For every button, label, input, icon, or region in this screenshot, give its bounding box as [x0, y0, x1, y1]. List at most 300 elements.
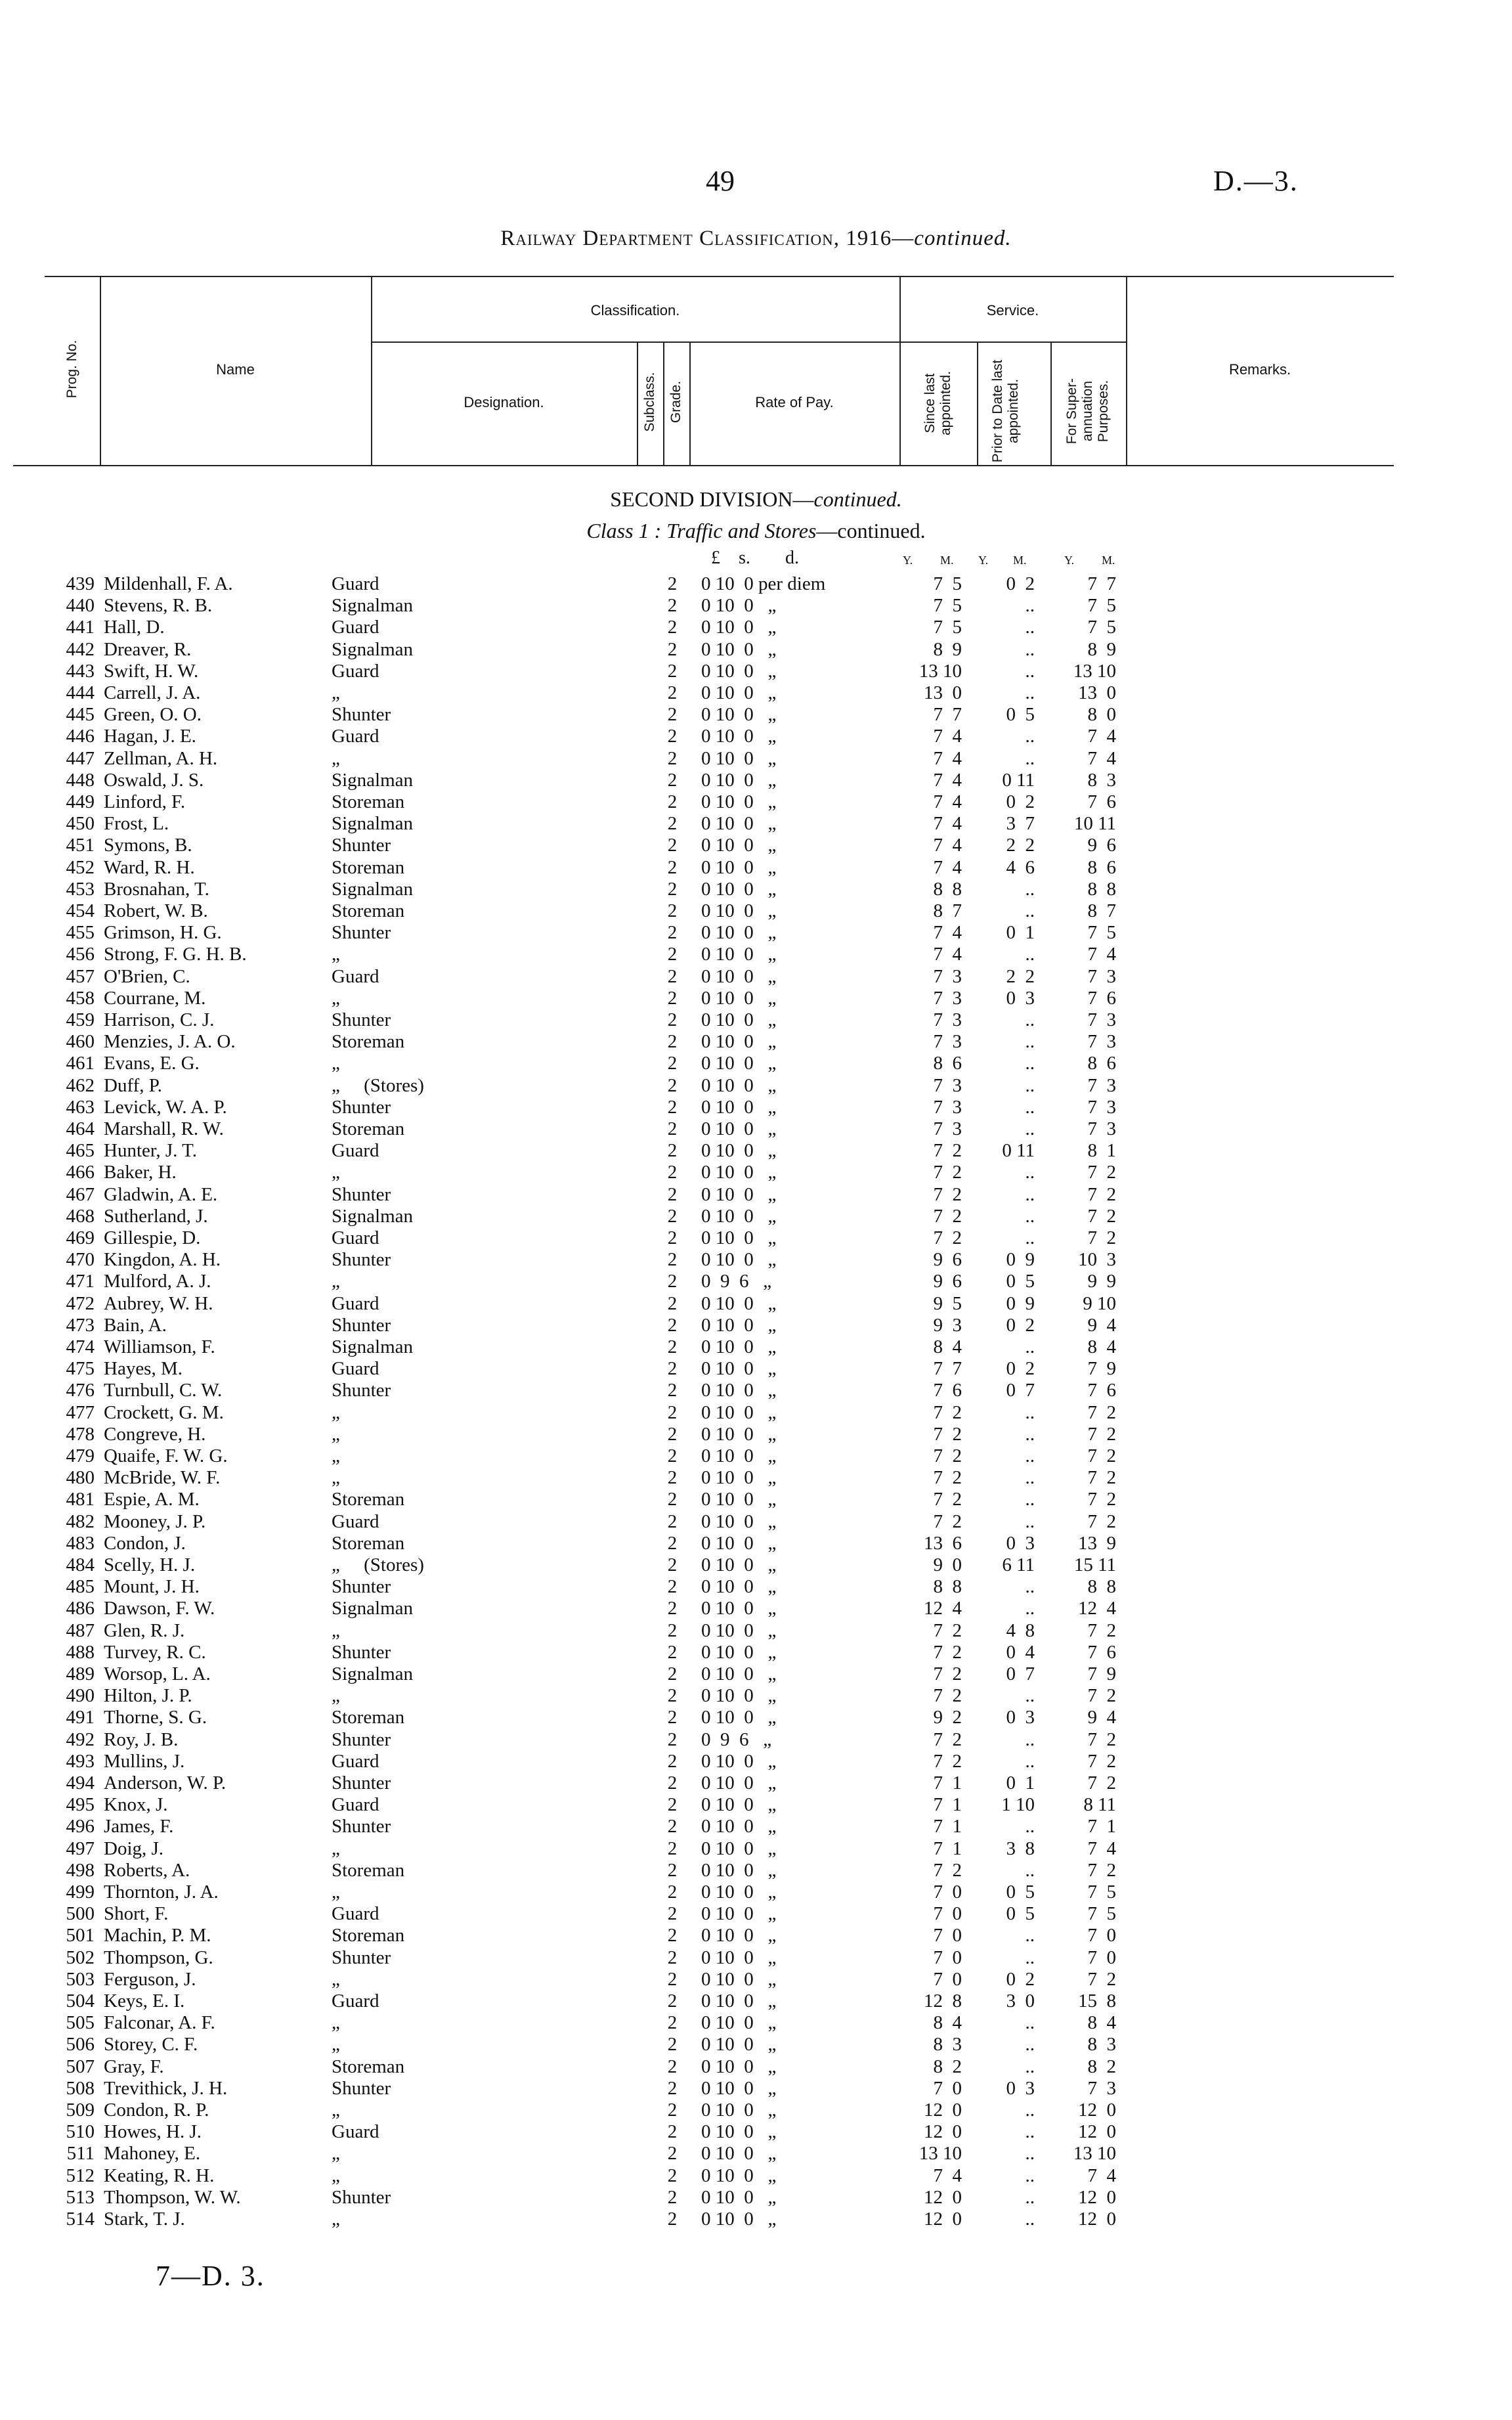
cell-prior: .. [1025, 617, 1035, 638]
cell-desig: Guard [332, 2121, 379, 2143]
cell-desig: „ [332, 2143, 340, 2165]
class-name: Traffic and Stores [666, 519, 817, 542]
cell-name: Symons, B. [104, 835, 192, 856]
cell-prior: .. [1025, 1467, 1035, 1489]
cell-name: Knox, J. [104, 1794, 168, 1816]
cell-pay: 0 10 0 „ [701, 1445, 777, 1466]
cell-super: 7 5 [1087, 617, 1116, 638]
cell-sub: 2 [667, 791, 678, 812]
cell-super: 7 4 [1087, 2165, 1116, 2186]
class-suffix: —continued. [816, 519, 926, 542]
cell-no: 457 [66, 965, 95, 987]
cell-sub: 2 [667, 2012, 678, 2034]
cell-super: 7 2 [1087, 1183, 1116, 1205]
cell-name: James, F. [104, 1816, 174, 1837]
cell-pay: 0 10 0 „ [701, 856, 777, 878]
cell-desig: Signalman [332, 1336, 414, 1357]
cell-since: 12 0 [924, 2121, 962, 2143]
class-label: Class 1 : [586, 519, 662, 542]
table-row [0, 2100, 1512, 2121]
cell-name: Mount, J. H. [104, 1576, 200, 1598]
table-row [0, 748, 1512, 770]
cell-since: 7 4 [933, 922, 962, 944]
cell-sub: 2 [667, 1685, 678, 1707]
cell-desig: Guard [332, 1991, 379, 2012]
cell-desig: „ [332, 1162, 340, 1183]
cell-sub: 2 [667, 1947, 678, 1968]
cell-desig: Storeman [332, 791, 405, 812]
cell-pay: 0 10 0 „ [701, 2077, 777, 2099]
cell-super: 7 2 [1087, 1423, 1116, 1445]
cell-prior: .. [1025, 2143, 1035, 2165]
cell-name: Short, F. [104, 1903, 169, 1925]
cell-desig: Shunter [332, 704, 391, 726]
cell-desig: „ [332, 1423, 340, 1445]
cell-super: 12 0 [1078, 2209, 1116, 2230]
cell-since: 9 6 [933, 1271, 962, 1292]
cell-sub: 2 [667, 682, 678, 703]
cell-desig: „ [332, 1271, 340, 1292]
cell-desig: „ [332, 2012, 340, 2034]
cell-prior: .. [1025, 1031, 1035, 1053]
cell-pay: 0 10 0 „ [701, 987, 777, 1009]
cell-prior: .. [1025, 1183, 1035, 1205]
cell-no: 487 [66, 1619, 95, 1641]
table-row [0, 1729, 1512, 1751]
cell-since: 12 0 [924, 2100, 962, 2121]
unit-pence: d. [785, 548, 799, 568]
cell-desig: „ [332, 1685, 340, 1707]
cell-prior: .. [1025, 1947, 1035, 1968]
cell-sub: 2 [667, 878, 678, 900]
cell-super: 8 11 [1083, 1794, 1116, 1816]
cell-pay: 0 10 0 „ [701, 2100, 777, 2121]
cell-no: 484 [66, 1554, 95, 1575]
table-row [0, 1511, 1512, 1533]
cell-since: 7 2 [933, 1205, 962, 1227]
cell-prior: .. [1025, 1816, 1035, 1837]
cell-desig: „ (Stores) [332, 1554, 424, 1575]
cell-desig: Storeman [332, 900, 405, 921]
cell-since: 7 1 [933, 1837, 962, 1859]
cell-pay: 0 10 0 „ [701, 2056, 777, 2077]
cell-super: 7 3 [1087, 1009, 1116, 1030]
cell-prior: 0 1 [1006, 922, 1035, 944]
cell-super: 7 1 [1087, 1816, 1116, 1837]
cell-super: 8 4 [1087, 2012, 1116, 2034]
table-row [0, 1227, 1512, 1249]
table-row [0, 661, 1512, 682]
cell-prior: .. [1025, 682, 1035, 703]
cell-super: 7 2 [1087, 1772, 1116, 1793]
col-classification: Classification. [590, 302, 680, 319]
cell-name: McBride, W. F. [104, 1467, 221, 1489]
cell-prior: 1 10 [1001, 1794, 1035, 1816]
cell-super: 7 6 [1087, 987, 1116, 1009]
cell-prior: .. [1025, 2165, 1035, 2186]
cell-prior: .. [1025, 2034, 1035, 2056]
table-row [0, 1380, 1512, 1401]
cell-no: 441 [66, 617, 95, 638]
cell-pay: 0 10 0 „ [701, 1816, 777, 1837]
cell-super: 12 0 [1078, 2121, 1116, 2143]
cell-name: O'Brien, C. [104, 965, 190, 987]
table-row [0, 791, 1512, 813]
cell-since: 8 8 [933, 1576, 962, 1598]
cell-pay: 0 10 0 „ [701, 1096, 777, 1118]
cell-prior: .. [1025, 1728, 1035, 1750]
cell-super: 7 0 [1087, 1947, 1116, 1968]
cell-sub: 2 [667, 922, 678, 944]
col-divider [977, 341, 978, 465]
cell-no: 507 [66, 2056, 95, 2077]
section-heading-text: SECOND DIVISION— [610, 487, 814, 511]
cell-super: 7 5 [1087, 1903, 1116, 1925]
cell-pay: 0 10 0 „ [701, 2143, 777, 2165]
cell-sub: 2 [667, 1881, 678, 1903]
cell-desig: Shunter [332, 2186, 391, 2208]
cell-desig: Shunter [332, 1096, 391, 1118]
cell-no: 480 [66, 1467, 95, 1489]
cell-pay: 0 10 0 „ [701, 878, 777, 900]
table-row [0, 1881, 1512, 1903]
cell-pay: 0 10 0 „ [701, 1489, 777, 1510]
cell-sub: 2 [667, 2186, 678, 2208]
table-row [0, 1009, 1512, 1031]
cell-name: Espie, A. M. [104, 1489, 200, 1510]
cell-name: Dawson, F. W. [104, 1598, 215, 1619]
cell-no: 470 [66, 1249, 95, 1271]
cell-pay: 0 10 0 „ [701, 1619, 777, 1641]
cell-no: 459 [66, 1009, 95, 1030]
cell-sub: 2 [667, 1467, 678, 1489]
cell-sub: 2 [667, 1968, 678, 1990]
cell-prior: .. [1025, 1227, 1035, 1248]
cell-sub: 2 [667, 595, 678, 617]
cell-since: 7 7 [933, 1358, 962, 1380]
cell-super: 7 3 [1087, 1031, 1116, 1053]
cell-name: Duff, P. [104, 1074, 162, 1096]
cell-name: Hunter, J. T. [104, 1140, 197, 1162]
cell-desig: Shunter [332, 1314, 391, 1336]
cell-name: Gladwin, A. E. [104, 1183, 218, 1205]
cell-no: 454 [66, 900, 95, 921]
cell-since: 12 8 [924, 1991, 962, 2012]
cell-prior: 0 5 [1006, 1903, 1035, 1925]
cell-super: 7 9 [1087, 1663, 1116, 1684]
cell-pay: 0 10 0 „ [701, 1576, 777, 1598]
cell-desig: Storeman [332, 2056, 405, 2077]
cell-sub: 2 [667, 638, 678, 660]
cell-desig: „ [332, 2034, 340, 2056]
cell-no: 448 [66, 769, 95, 791]
table-row [0, 1184, 1512, 1206]
table-row [0, 1293, 1512, 1315]
cell-since: 7 2 [933, 1619, 962, 1641]
cell-sub: 2 [667, 856, 678, 878]
cell-super: 7 2 [1087, 1205, 1116, 1227]
cell-prior: .. [1025, 1118, 1035, 1139]
cell-sub: 2 [667, 726, 678, 747]
cell-desig: Shunter [332, 2077, 391, 2099]
cell-desig: Shunter [332, 835, 391, 856]
cell-pay: 0 10 0 „ [701, 1009, 777, 1030]
cell-super: 7 2 [1087, 1728, 1116, 1750]
cell-pay: 0 10 0 „ [701, 617, 777, 638]
table-row [0, 1424, 1512, 1445]
cell-super: 8 9 [1087, 638, 1116, 660]
table-row [0, 1663, 1512, 1685]
cell-super: 7 4 [1087, 944, 1116, 965]
cell-desig: „ (Stores) [332, 1074, 424, 1096]
cell-desig: Signalman [332, 769, 414, 791]
cell-since: 7 5 [933, 595, 962, 617]
table-row [0, 2034, 1512, 2056]
cell-prior: 4 6 [1006, 856, 1035, 878]
cell-super: 9 6 [1087, 835, 1116, 856]
cell-sub: 2 [667, 944, 678, 965]
cell-since: 7 3 [933, 987, 962, 1009]
cell-pay: 0 10 0 „ [701, 1991, 777, 2012]
cell-name: Thorne, S. G. [104, 1707, 207, 1728]
cell-desig: Guard [332, 573, 379, 594]
cell-since: 7 3 [933, 965, 962, 987]
cell-pay: 0 9 6 „ [701, 1271, 772, 1292]
cell-prior: .. [1025, 747, 1035, 769]
cell-prior: 0 3 [1006, 1707, 1035, 1728]
cell-super: 7 6 [1087, 1641, 1116, 1663]
table-row [0, 1162, 1512, 1183]
cell-pay: 0 10 0 „ [701, 1162, 777, 1183]
cell-since: 7 0 [933, 2077, 962, 2099]
cell-sub: 2 [667, 987, 678, 1009]
cell-name: Aubrey, W. H. [104, 1292, 213, 1314]
cell-name: Turvey, R. C. [104, 1641, 206, 1663]
cell-sub: 2 [667, 1358, 678, 1380]
cell-no: 443 [66, 660, 95, 682]
cell-no: 506 [66, 2034, 95, 2056]
cell-desig: Storeman [332, 1859, 405, 1881]
cell-no: 456 [66, 944, 95, 965]
document-code: D.—3. [1213, 165, 1299, 197]
cell-name: Harrison, C. J. [104, 1009, 215, 1030]
cell-since: 12 4 [924, 1598, 962, 1619]
cell-sub: 2 [667, 900, 678, 921]
cell-desig: Storeman [332, 1707, 405, 1728]
cell-prior: .. [1025, 1205, 1035, 1227]
cell-sub: 2 [667, 1271, 678, 1292]
cell-super: 8 3 [1087, 769, 1116, 791]
cell-no: 464 [66, 1118, 95, 1139]
table-row [0, 1097, 1512, 1118]
table-row [0, 1489, 1512, 1510]
cell-sub: 2 [667, 1859, 678, 1881]
cell-no: 474 [66, 1336, 95, 1357]
cell-since: 12 0 [924, 2186, 962, 2208]
cell-prior: 0 2 [1006, 791, 1035, 812]
cell-name: Storey, C. F. [104, 2034, 198, 2056]
cell-name: Condon, J. [104, 1532, 186, 1554]
cell-since: 8 3 [933, 2034, 962, 2056]
cell-name: Keys, E. I. [104, 1991, 185, 2012]
table-row [0, 1598, 1512, 1619]
table-row [0, 1140, 1512, 1162]
cell-super: 7 3 [1087, 2077, 1116, 2099]
cell-prior: 0 2 [1006, 573, 1035, 594]
cell-no: 489 [66, 1663, 95, 1684]
cell-since: 7 2 [933, 1423, 962, 1445]
cell-no: 466 [66, 1162, 95, 1183]
cell-pay: 0 10 0 „ [701, 1903, 777, 1925]
cell-no: 494 [66, 1772, 95, 1793]
cell-desig: „ [332, 987, 340, 1009]
cell-pay: 0 10 0 „ [701, 1467, 777, 1489]
cell-name: Worsop, L. A. [104, 1663, 211, 1684]
table-row [0, 1336, 1512, 1358]
cell-no: 502 [66, 1947, 95, 1968]
cell-since: 8 4 [933, 1336, 962, 1357]
cell-super: 8 6 [1087, 856, 1116, 878]
cell-since: 7 2 [933, 1685, 962, 1707]
cell-desig: Guard [332, 1227, 379, 1248]
table-row [0, 1903, 1512, 1925]
title-main: Railway Department Classification, 1916— [500, 227, 915, 250]
cell-since: 7 4 [933, 944, 962, 965]
cell-desig: Storeman [332, 1489, 405, 1510]
cell-prior: .. [1025, 2056, 1035, 2077]
cell-pay: 0 10 0 „ [701, 813, 777, 835]
cell-name: Mooney, J. P. [104, 1510, 206, 1532]
cell-since: 7 1 [933, 1772, 962, 1793]
cell-super: 7 6 [1087, 791, 1116, 812]
cell-prior: 0 9 [1006, 1292, 1035, 1314]
cell-sub: 2 [667, 813, 678, 835]
cell-super: 9 10 [1083, 1292, 1116, 1314]
cell-since: 7 0 [933, 1968, 962, 1990]
table-row [0, 1620, 1512, 1642]
cell-no: 444 [66, 682, 95, 703]
cell-desig: Guard [332, 617, 379, 638]
cell-no: 442 [66, 638, 95, 660]
cell-prior: .. [1025, 2100, 1035, 2121]
cell-desig: Shunter [332, 1947, 391, 1968]
cell-pay: 0 10 0 „ [701, 1532, 777, 1554]
cell-no: 488 [66, 1641, 95, 1663]
table-row [0, 1031, 1512, 1053]
cell-desig: Shunter [332, 922, 391, 944]
table-row [0, 573, 1512, 595]
cell-no: 497 [66, 1837, 95, 1859]
cell-name: Scelly, H. J. [104, 1554, 196, 1575]
cell-since: 7 1 [933, 1816, 962, 1837]
cell-pay: 0 10 0 „ [701, 2012, 777, 2034]
cell-sub: 2 [667, 1903, 678, 1925]
cell-desig: „ [332, 2209, 340, 2230]
cell-no: 462 [66, 1074, 95, 1096]
cell-prior: .. [1025, 2121, 1035, 2143]
cell-name: Levick, W. A. P. [104, 1096, 227, 1118]
cell-prior: 0 2 [1006, 1314, 1035, 1336]
cell-name: Evans, E. G. [104, 1053, 200, 1074]
cell-pay: 0 10 0 „ [701, 1249, 777, 1271]
cell-pay: 0 10 0 „ [701, 595, 777, 617]
cell-desig: Shunter [332, 1728, 391, 1750]
cell-name: Ward, R. H. [104, 856, 195, 878]
table-row [0, 1576, 1512, 1598]
unit-shillings: s. [739, 548, 750, 568]
cell-name: Stevens, R. B. [104, 595, 213, 617]
cell-sub: 2 [667, 1380, 678, 1401]
cell-pay: 0 10 0 „ [701, 1750, 777, 1772]
cell-since: 7 2 [933, 1641, 962, 1663]
cell-name: Hagan, J. E. [104, 726, 196, 747]
col-designation: Designation. [464, 394, 544, 410]
cell-sub: 2 [667, 1641, 678, 1663]
cell-pay: 0 10 0 „ [701, 1685, 777, 1707]
cell-no: 514 [66, 2209, 95, 2230]
cell-pay: 0 10 0 „ [701, 660, 777, 682]
cell-pay: 0 10 0 „ [701, 747, 777, 769]
cell-sub: 2 [667, 2143, 678, 2165]
cell-super: 7 2 [1087, 1227, 1116, 1248]
table-row [0, 2143, 1512, 2165]
cell-super: 8 8 [1087, 878, 1116, 900]
cell-pay: 0 10 0 „ [701, 1292, 777, 1314]
section-heading [0, 487, 1512, 512]
cell-prior: .. [1025, 1096, 1035, 1118]
cell-desig: „ [332, 1968, 340, 1990]
table-row [0, 857, 1512, 879]
cell-no: 496 [66, 1816, 95, 1837]
col-prog-no: Prog. No. [64, 340, 79, 399]
col-divider [637, 341, 638, 465]
cell-prior: 0 11 [1002, 1140, 1035, 1162]
page-title [0, 227, 1512, 251]
cell-pay: 0 10 0 „ [701, 1053, 777, 1074]
cell-name: Mulford, A. J. [104, 1271, 211, 1292]
cell-desig: Guard [332, 1140, 379, 1162]
unit-years: Y. [1064, 554, 1075, 567]
cell-since: 7 4 [933, 856, 962, 878]
cell-since: 7 4 [933, 747, 962, 769]
cell-since: 7 0 [933, 1881, 962, 1903]
cell-no: 471 [66, 1271, 95, 1292]
cell-no: 453 [66, 878, 95, 900]
cell-no: 513 [66, 2186, 95, 2208]
table-row [0, 1969, 1512, 1991]
cell-since: 7 0 [933, 1947, 962, 1968]
cell-sub: 2 [667, 1837, 678, 1859]
cell-pay: 0 10 0 „ [701, 1423, 777, 1445]
table-row [0, 1118, 1512, 1140]
cell-super: 13 10 [1073, 2143, 1116, 2165]
cell-super: 7 6 [1087, 1380, 1116, 1401]
cell-no: 463 [66, 1096, 95, 1118]
cell-prior: .. [1025, 1925, 1035, 1947]
table-row [0, 2165, 1512, 2187]
cell-since: 7 2 [933, 1510, 962, 1532]
cell-name: Gray, F. [104, 2056, 164, 2077]
cell-since: 9 6 [933, 1249, 962, 1271]
cell-pay: 0 10 0 „ [701, 1118, 777, 1139]
page-number: 49 [706, 165, 735, 197]
cell-pay: 0 10 0 „ [701, 1183, 777, 1205]
cell-since: 7 2 [933, 1445, 962, 1466]
cell-pay: 0 10 0 „ [701, 1336, 777, 1357]
cell-sub: 2 [667, 1598, 678, 1619]
cell-pay: 0 10 0 „ [701, 726, 777, 747]
cell-since: 9 2 [933, 1707, 962, 1728]
